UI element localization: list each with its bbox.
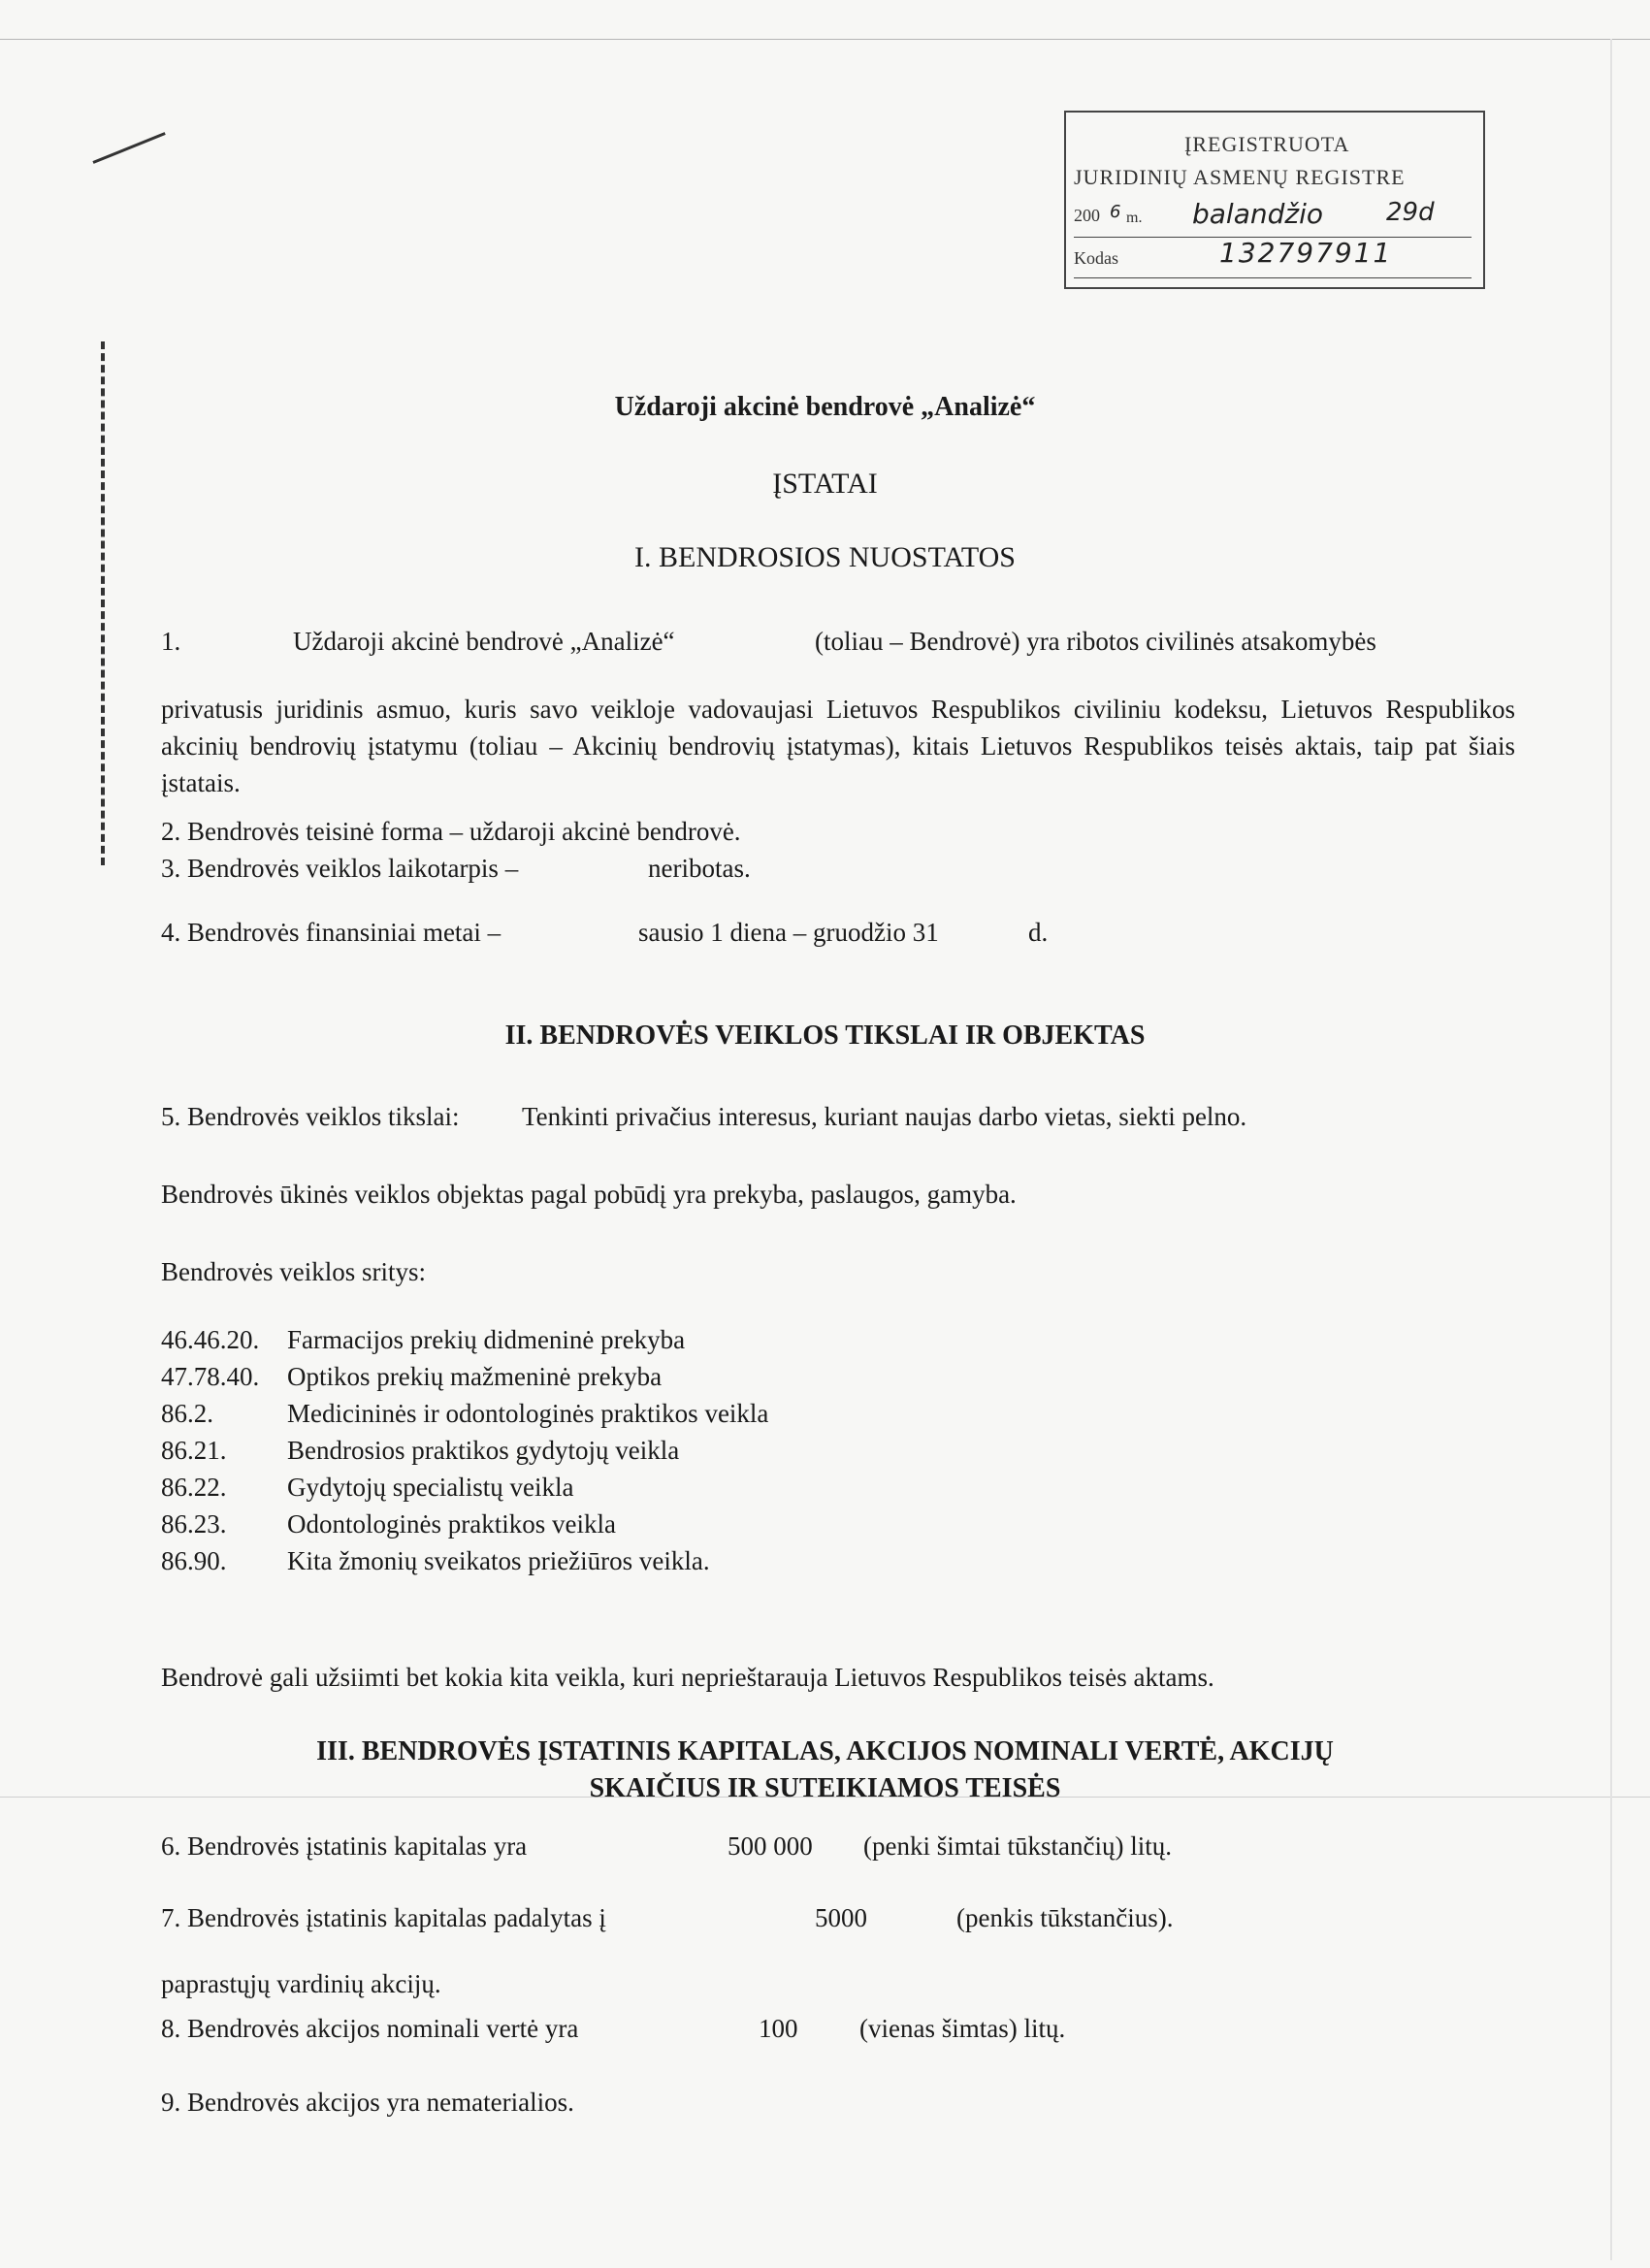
activity-code: 47.78.40.: [161, 1362, 260, 1391]
clause-2: 2. Bendrovės teisinė forma – uždaroji akcinė bendrovė.: [161, 817, 741, 846]
clause-8-words: (vienas šimtas) litų.: [859, 2014, 1066, 2043]
clause-4-suffix: d.: [1028, 918, 1049, 947]
activity-code: 86.23.: [161, 1509, 227, 1539]
registration-stamp: [1064, 111, 1485, 289]
section-3-title-line-1: III. BENDROVĖS ĮSTATINIS KAPITALAS, AKCIJOS NOMINALI VERTĖ, AKCIJŲ: [316, 1736, 1334, 1766]
clause-6-words: (penki šimtai tūkstančių) litų.: [863, 1831, 1172, 1861]
stamp-month-handwritten: balandžio: [1192, 198, 1323, 230]
clause-1-company: Uždaroji akcinė bendrovė „Analizė“: [293, 627, 675, 656]
stamp-code-handwritten: 132797911: [1219, 237, 1393, 269]
activity-name: Bendrosios praktikos gydytojų veikla: [287, 1436, 680, 1465]
section-1-title: I. BENDROSIOS NUOSTATOS: [634, 541, 1016, 573]
section-3-title-line-2: SKAIČIUS IR SUTEIKIAMOS TEISĖS: [589, 1773, 1061, 1803]
clause-5-label: 5. Bendrovės veiklos tikslai:: [161, 1102, 460, 1131]
activity-name: Kita žmonių sveikatos priežiūros veikla.: [287, 1546, 710, 1575]
section-2-title: II. BENDROVĖS VEIKLOS TIKSLAI IR OBJEKTAS: [504, 1021, 1146, 1051]
stamp-code-label: Kodas: [1074, 248, 1118, 268]
stamp-year-label: 200: [1074, 206, 1100, 225]
stamp-day-handwritten: 29d: [1386, 198, 1435, 227]
activity-name: Optikos prekių mažmeninė prekyba: [287, 1362, 663, 1391]
activity-code: 86.90.: [161, 1546, 227, 1575]
scan-right-edge: [1610, 39, 1612, 2260]
activity-name: Odontologinės praktikos veikla: [287, 1509, 616, 1539]
clause-4-label: 4. Bendrovės finansiniai metai –: [161, 918, 501, 947]
clause-3-value: neribotas.: [648, 854, 751, 883]
activity-name: Farmacijos prekių didmeninė prekyba: [287, 1325, 686, 1354]
clause-8-label: 8. Bendrovės akcijos nominali vertė yra: [161, 2014, 579, 2043]
other-activities: Bendrovė gali užsiimti bet kokia kita veikla, kuri neprieštarauja Lietuvos Respublikos teisės aktams.: [161, 1663, 1214, 1692]
clause-8-amount: 100: [759, 2014, 798, 2043]
activity-code: 86.2.: [161, 1399, 213, 1428]
clause-5-value: Tenkinti privačius interesus, kuriant naujas darbo vietas, siekti pelno.: [522, 1102, 1247, 1131]
activity-code: 86.22.: [161, 1473, 227, 1502]
stamp-month-label: m.: [1126, 210, 1143, 226]
stamp-year-handwritten: 6: [1110, 202, 1121, 222]
clause-1-continuation: privatusis juridinis asmuo, kuris savo veikloje vadovaujasi Lietuvos Respublikos civiliniu kodeksu, Lietuvos Respublikos akcinių bendrovių įstatymu (toliau – Akcinių bendrovių įstatymas), kitais Lietuvos Respublikos teisės aktais, taip pat šiais įstatais.: [161, 695, 1515, 797]
stamp-line-registered: ĮREGISTRUOTA: [1184, 132, 1350, 156]
clause-1-number: 1.: [161, 627, 181, 656]
clause-6-amount: 500 000: [728, 1831, 813, 1861]
clause-7-amount: 5000: [815, 1903, 867, 1932]
clause-7-words: (penkis tūkstančius).: [956, 1903, 1174, 1932]
scan-top-edge: [0, 39, 1650, 40]
document-title: ĮSTATAI: [772, 468, 878, 500]
activity-code: 46.46.20.: [161, 1325, 260, 1354]
clause-6-label: 6. Bendrovės įstatinis kapitalas yra: [161, 1831, 528, 1861]
activity-areas-label: Bendrovės veiklos sritys:: [161, 1257, 426, 1286]
activity-object: Bendrovės ūkinės veiklos objektas pagal pobūdį yra prekyba, paslaugos, gamyba.: [161, 1180, 1017, 1209]
clause-4-value: sausio 1 diena – gruodžio 31: [638, 918, 939, 947]
clause-7-label: 7. Bendrovės įstatinis kapitalas padalytas į: [161, 1903, 606, 1932]
company-title: Uždaroji akcinė bendrovė „Analizė“: [614, 392, 1036, 422]
clause-7-continuation: paprastųjų vardinių akcijų.: [161, 1969, 441, 1998]
stamp-rule-bottom: [1074, 277, 1472, 278]
activity-name: Gydytojų specialistų veikla: [287, 1473, 574, 1502]
activity-name: Medicininės ir odontologinės praktikos veikla: [287, 1399, 769, 1428]
clause-3-label: 3. Bendrovės veiklos laikotarpis –: [161, 854, 519, 883]
clause-1-text: (toliau – Bendrovė) yra ribotos civilinės atsakomybės: [815, 627, 1376, 656]
pen-mark: [92, 132, 165, 164]
clause-9: 9. Bendrovės akcijos yra nematerialios.: [161, 2088, 574, 2117]
activity-code: 86.21.: [161, 1436, 227, 1465]
stamp-line-register: JURIDINIŲ ASMENŲ REGISTRE: [1074, 165, 1406, 189]
